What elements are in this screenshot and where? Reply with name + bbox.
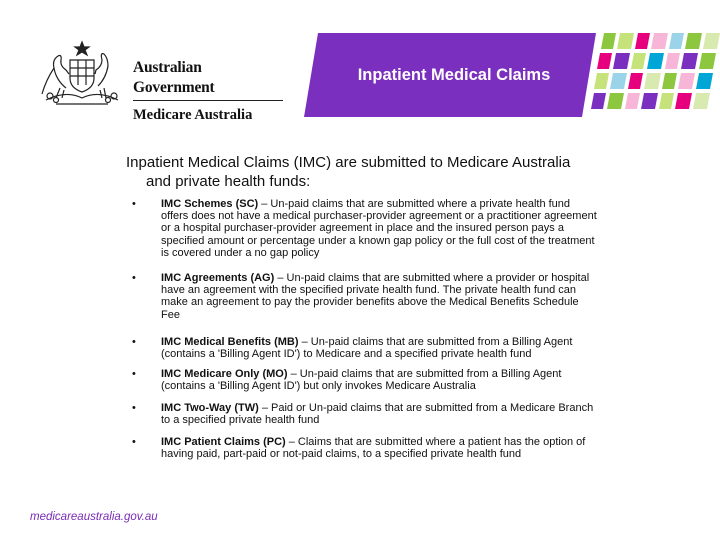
- bullet: •: [132, 436, 136, 448]
- website-link[interactable]: medicareaustralia.gov.au: [30, 511, 158, 523]
- item-line: having paid, part-paid or not-paid claims, to a specified private health fund: [161, 448, 522, 461]
- item-term: IMC Patient Claims (PC): [161, 436, 286, 448]
- item-line: – Paid or Un-paid claims that are submitted from a Medicare Branch: [258, 402, 594, 414]
- bullet: •: [132, 272, 136, 284]
- item-line: – Claims that are submitted where a patient has the option of: [285, 436, 586, 448]
- government-branding: [133, 58, 283, 124]
- bullet: •: [132, 336, 136, 348]
- item-line: is covered under a no gap policy: [161, 246, 320, 259]
- bullet: •: [132, 198, 136, 210]
- item-line: – Un-paid claims that are submitted from a Billing Agent: [298, 336, 573, 348]
- item-line: make an agreement to pay the provider benefits above the Medical Benefits Schedule: [161, 296, 579, 309]
- government-name: Australian Government: [133, 59, 215, 96]
- item-line: – Un-paid claims that are submitted where a private health fund: [258, 198, 571, 210]
- bullet: •: [132, 368, 136, 380]
- intro-line-1: [126, 153, 666, 172]
- item-term: IMC Schemes (SC): [161, 198, 259, 210]
- item-line: to a specified private health fund: [161, 414, 320, 427]
- branding-divider: [133, 100, 283, 101]
- item-term: IMC Agreements (AG): [161, 272, 275, 284]
- title-banner: [304, 25, 720, 123]
- bullet: •: [132, 402, 136, 414]
- item-term: IMC Medicare Only (MO): [161, 368, 288, 380]
- coat-of-arms-icon: [36, 40, 128, 110]
- intro-line-1-rest: (IMC) are submitted to Medicare Australia: [289, 154, 571, 171]
- item-line: – Un-paid claims that are submitted from a Billing Agent: [287, 368, 562, 380]
- item-term: IMC Medical Benefits (MB): [161, 336, 299, 348]
- item-line: offers does not have a medical purchaser-provider agreement or a practitioner agreement: [161, 210, 597, 223]
- item-line: (contains a 'Billing Agent ID') to Medicare and a specified private health fund: [161, 348, 532, 361]
- item-term: IMC Two-Way (TW): [161, 402, 259, 414]
- intro-paragraph: [126, 153, 666, 191]
- item-line: specified amount or percentage under a known gap policy or the full cost of the treatment: [161, 234, 595, 247]
- slide-title: Inpatient Medical Claims: [357, 66, 551, 84]
- item-line: Fee: [161, 308, 180, 321]
- intro-bold-term: Inpatient Medical Claims: [126, 154, 290, 171]
- agency-name: Medicare Australia: [133, 107, 253, 123]
- intro-line-2: and private health funds:: [146, 173, 311, 190]
- item-line: (contains a 'Billing Agent ID') but only invokes Medicare Australia: [161, 380, 476, 393]
- item-line: – Un-paid claims that are submitted where a provider or hospital: [274, 272, 590, 284]
- item-line: or a hospital purchaser-provider agreement in place and the insured person pays a: [161, 222, 564, 235]
- item-line: have an agreement with the specified private health fund. The private health fund can: [161, 284, 577, 297]
